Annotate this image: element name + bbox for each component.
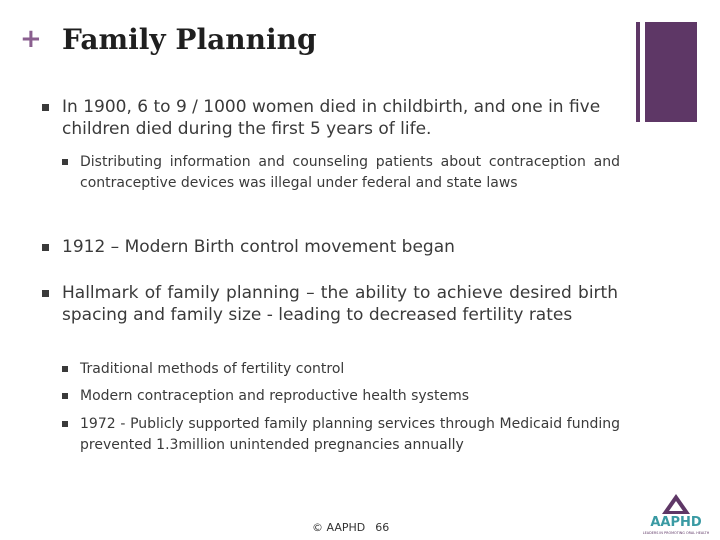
plus-icon: + [20, 24, 42, 54]
sub-bullet-marker [62, 421, 68, 427]
sub-bullet-marker [62, 393, 68, 399]
bullet-3: Hallmark of family planning – the ability to achieve desired birth spacing and family size - leading to decreased fertility rates [62, 283, 618, 325]
page-number: 66 [375, 521, 390, 534]
footer-copyright: © AAPHD [312, 521, 366, 534]
aaphd-logo [636, 492, 716, 538]
slide-title: Family Planning [62, 23, 317, 56]
bullet-marker [42, 104, 49, 111]
accent-bar-wide [645, 22, 697, 122]
sub-bullet-1-1: Distributing information and counseling patients about contraception and contraceptive devices was illegal under federal and state laws [80, 154, 620, 191]
bullet-1: In 1900, 6 to 9 / 1000 women died in childbirth, and one in five children died during the first 5 years of life. [62, 97, 601, 139]
bullet-2: 1912 – Modern Birth control movement began [62, 237, 455, 257]
sub-bullet-marker [62, 159, 68, 165]
sub-bullet-marker [62, 366, 68, 372]
sub-bullet-3-3: 1972 - Publicly supported family planning services through Medicaid funding prevented 1.3million unintended pregnancies annually [80, 416, 620, 453]
accent-bar-thin [636, 22, 640, 122]
footer [312, 521, 389, 534]
bullet-marker [42, 244, 49, 251]
logo-text: AAPHD [650, 515, 702, 530]
sub-bullet-3-1: Traditional methods of fertility control [80, 361, 345, 377]
bullet-marker [42, 290, 49, 297]
sub-bullet-3-2: Modern contraception and reproductive health systems [80, 388, 470, 404]
logo-tagline: LEADERS IN PROMOTING ORAL HEALTH [642, 531, 710, 535]
